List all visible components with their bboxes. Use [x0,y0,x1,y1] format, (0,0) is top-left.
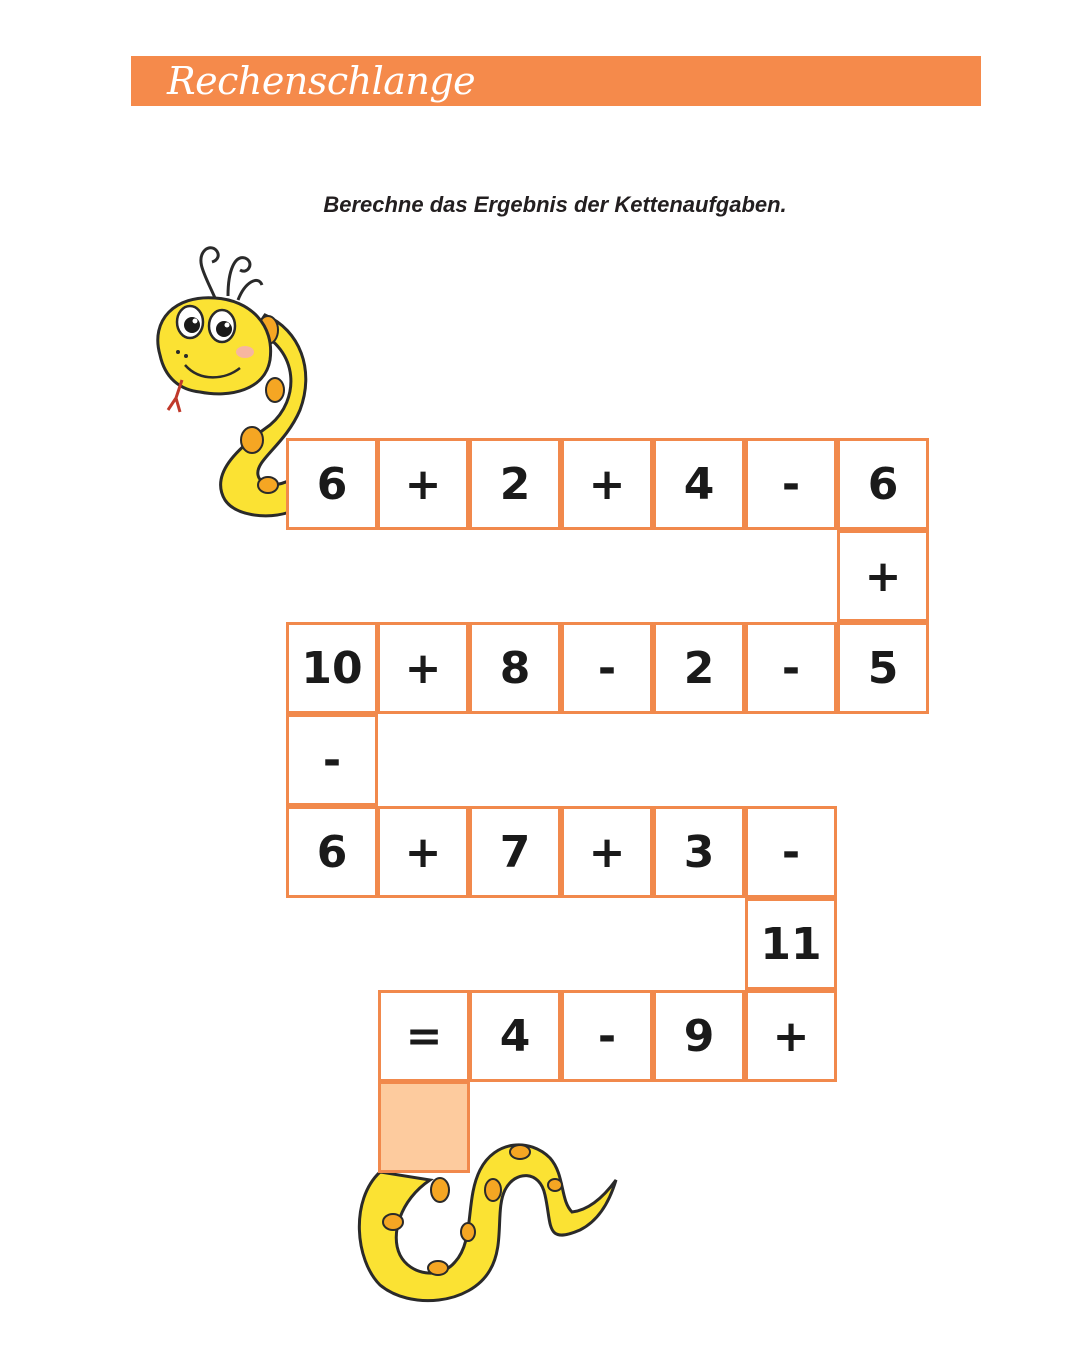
chain-cell: 3 [653,806,745,898]
chain-cell: = [378,990,470,1082]
chain-cell: - [561,622,653,714]
page-title: Rechenschlange [167,59,476,103]
chain-cell: 9 [653,990,745,1082]
chain-cell: 11 [745,898,837,990]
chain-cell: + [837,530,929,622]
chain-cell: 6 [837,438,929,530]
instruction-text: Berechne das Ergebnis der Kettenaufgaben. [323,192,787,217]
chain-cell: + [745,990,837,1082]
chain-cell: 2 [653,622,745,714]
chain-cell: + [377,622,469,714]
chain-cell: 6 [286,806,378,898]
chain-cell: - [745,438,837,530]
chain-cell: + [377,438,469,530]
chain-cell: 7 [469,806,561,898]
chain-cell: + [561,438,653,530]
chain-cell: 4 [469,990,561,1082]
chain-cell: + [561,806,653,898]
chain-cell: 6 [286,438,378,530]
chain-cell: 2 [469,438,561,530]
chain-cell: 10 [286,622,378,714]
chain-cell: - [286,714,378,806]
chain-cell: 8 [469,622,561,714]
chain-cell: - [745,622,837,714]
chain-cell: - [561,990,653,1082]
chain-cell: 4 [653,438,745,530]
chain-cell: - [745,806,837,898]
chain-cell: 5 [837,622,929,714]
chain-cell: + [377,806,469,898]
answer-field[interactable] [378,1081,470,1173]
